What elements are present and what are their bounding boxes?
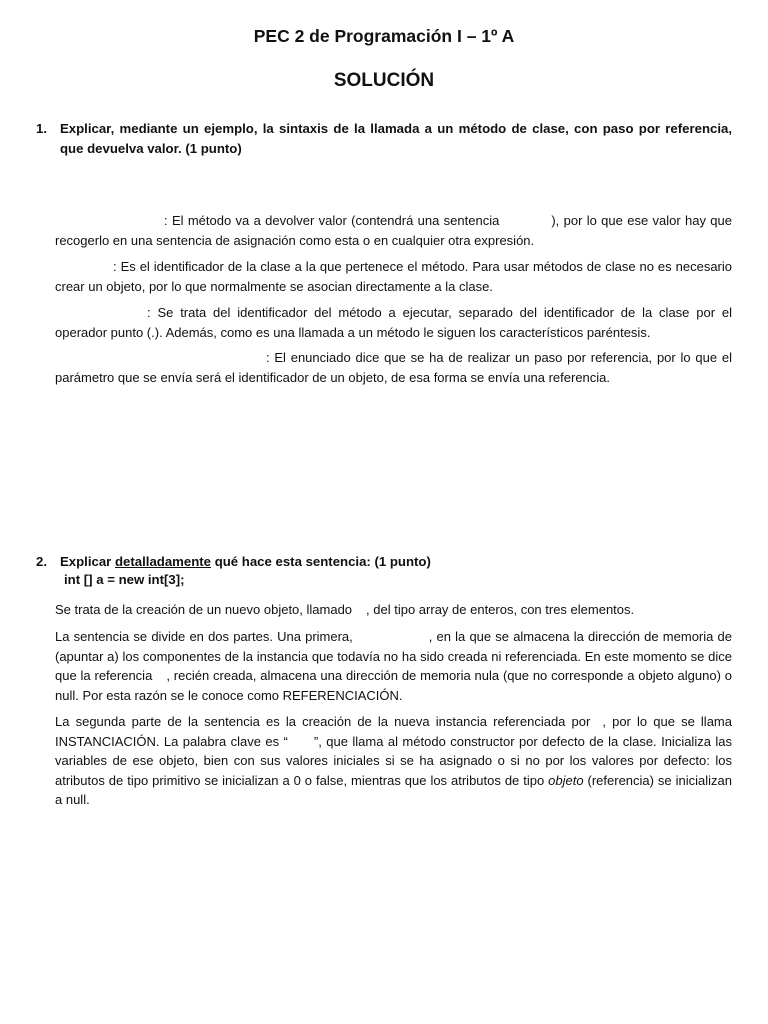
q2-p2-part-b: , en la que se almacena la dirección de memoria de (apuntar a) los componentes de la instancia que todavía no ha sido creada ni referenciada. En este momento se dice que la referencia: [55, 629, 732, 683]
document-title: PEC 2 de Programación I – 1º A: [253, 26, 515, 46]
q2-p1-part-b: , del tipo array de enteros, con tres elementos.: [366, 602, 635, 617]
q1-paragraph-1-part-b: ), por lo que ese valor hay que recogerlo en una sentencia de asignación como esta o en cualquier otra expresión.: [55, 213, 733, 248]
question-2-number: 2.: [36, 554, 47, 569]
q2-paragraph-overview: [55, 600, 732, 620]
question-2-code: int [] a = new int[3];: [64, 572, 185, 587]
question-1-number: 1.: [36, 121, 47, 136]
q2-p3-part-c: ”, que llama al método constructor por defecto de la clase. Inicializa las variables de ese objeto, bien con sus valores iniciales si se ha asignado o si no por los valores por defecto: los atributos de tipo primitivo se inicializan a 0 o false, mientras que los atributos de tipo: [55, 733, 732, 788]
q2-p2-part-a: La sentencia se divide en dos partes. Una primera,: [55, 629, 353, 644]
q2-paragraph-instanciacion: [55, 712, 732, 810]
q1-paragraph-parameter: [55, 348, 732, 387]
q2-p3-italic-word: objeto: [548, 772, 584, 788]
q2-p2-part-c: , recién creada, almacena una dirección de memoria nula (que no corresponde a objeto alguno) o null. Por esta razón se le conoce como REFERENCIACIÓN.: [55, 668, 732, 703]
q1-paragraph-class-identifier: [55, 257, 732, 296]
question-1-text: Explicar, mediante un ejemplo, la sintaxis de la llamada a un método de clase, con paso por referencia, que devuelva valor. (1 punto): [60, 121, 732, 156]
question-2: [36, 552, 732, 572]
q2-p3-part-d: (referencia) se inicializan a null.: [55, 772, 732, 807]
question-2-suffix: qué hace esta sentencia: (1 punto): [214, 554, 431, 569]
q2-p1-part-a: Se trata de la creación de un nuevo objeto, llamado: [55, 602, 353, 617]
q2-p3-part-a: La segunda parte de la sentencia es la creación de la nueva instancia referenciada por: [55, 714, 591, 729]
q1-paragraph-method-identifier: [55, 303, 732, 342]
q1-paragraph-4-text: : El enunciado dice que se ha de realizar un paso por referencia, por lo que el parámetro que se envía será el identificador de un objeto, de esa forma se envía una referencia.: [55, 350, 732, 385]
question-2-underlined: detalladamente: [115, 554, 212, 569]
question-2-text: [60, 552, 732, 572]
document-subtitle: SOLUCIÓN: [333, 70, 435, 91]
q2-paragraph-referenciacion: [55, 627, 732, 705]
question-1: [36, 119, 732, 159]
q1-paragraph-2-text: : Es el identificador de la clase a la que pertenece el método. Para usar métodos de clase no es necesario crear un objeto, por lo que normalmente se asocian directamente a la clase.: [55, 259, 732, 294]
q1-paragraph-return-value: [55, 211, 732, 250]
q2-p3-part-b: , por lo que se llama INSTANCIACIÓN. La palabra clave es “: [55, 714, 732, 749]
question-2-prefix: Explicar: [60, 554, 112, 569]
q1-paragraph-1-part-a: : El método va a devolver valor (contendrá una sentencia: [164, 213, 500, 228]
q1-paragraph-3-text: : Se trata del identificador del método a ejecutar, separado del identificador de la clase por el operador punto (.). Además, como es una llamada a un método le siguen los característicos paréntesis.: [55, 305, 732, 340]
